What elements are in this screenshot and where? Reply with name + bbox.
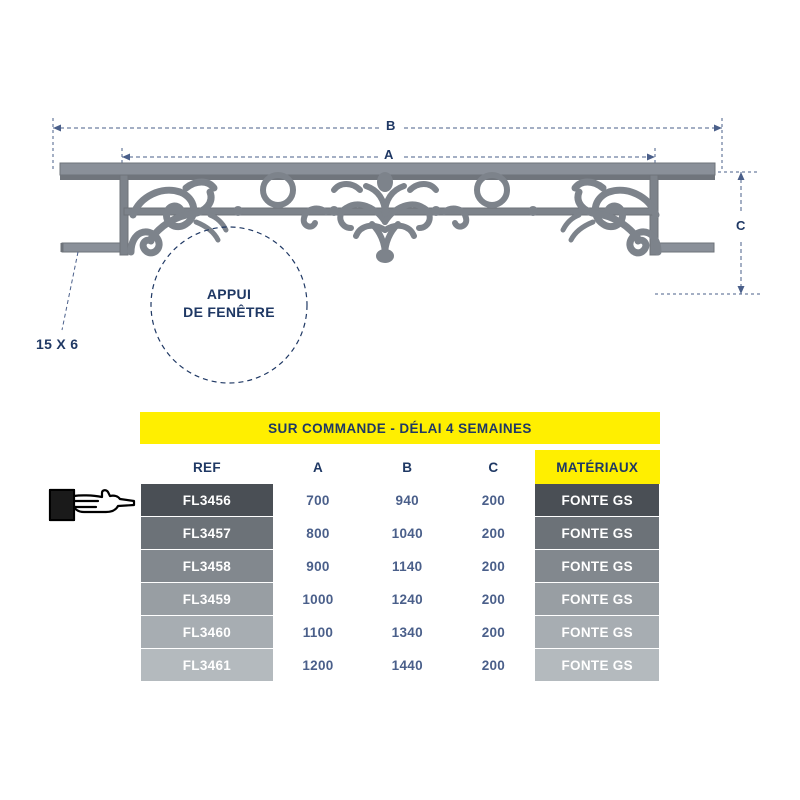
cell-ref: FL3458 [141,550,274,583]
dimension-b-label: B [386,118,396,133]
callout-line-2: DE FENÊTRE [183,303,275,320]
cell-a: 900 [273,550,362,583]
cell-c: 200 [452,484,535,517]
cell-b: 1040 [363,517,452,550]
header-a: A [273,451,362,484]
table-row[interactable] [141,649,660,682]
dimension-c-label: C [736,218,746,233]
table-header-row [141,451,660,484]
profile-size-label: 15 X 6 [36,336,79,352]
cell-a: 1100 [273,616,362,649]
scrollwork-right [575,182,658,253]
header-b: B [363,451,452,484]
table-row[interactable] [141,517,660,550]
cell-ref: FL3460 [141,616,274,649]
cell-material: FONTE GS [535,517,660,550]
header-c: C [452,451,535,484]
cell-a: 800 [273,517,362,550]
cell-material: FONTE GS [535,550,660,583]
callout-line-1: APPUI [206,286,252,302]
dimension-c [655,172,760,294]
spec-table-block [140,412,660,682]
scrollwork-left [131,182,214,253]
cell-a: 1200 [273,649,362,682]
scrollwork-right-small [563,215,593,240]
cell-ref: FL3461 [141,649,274,682]
table-row[interactable] [141,484,660,517]
cell-c: 200 [452,649,535,682]
header-ref: REF [141,451,274,484]
cell-material: FONTE GS [535,616,660,649]
order-banner: SUR COMMANDE - DÉLAI 4 SEMAINES [140,412,660,444]
table-row[interactable] [141,616,660,649]
cell-ref: FL3459 [141,583,274,616]
cell-c: 200 [452,517,535,550]
table-row[interactable] [141,583,660,616]
cell-c: 200 [452,616,535,649]
callout-label [159,286,299,321]
scrollwork-left-small [196,215,226,240]
cell-a: 700 [273,484,362,517]
cell-b: 1240 [363,583,452,616]
hand-pointing-icon [44,476,140,528]
cell-a: 1000 [273,583,362,616]
header-materiaux: MATÉRIAUX [535,451,660,484]
cell-material: FONTE GS [535,583,660,616]
central-ornament [334,172,436,263]
profile-leader-line [62,252,78,330]
cell-material: FONTE GS [535,484,660,517]
cell-material: FONTE GS [535,649,660,682]
cell-b: 1440 [363,649,452,682]
cell-c: 200 [452,583,535,616]
cell-b: 940 [363,484,452,517]
cell-c: 200 [452,550,535,583]
cell-b: 1140 [363,550,452,583]
spec-table [140,450,660,682]
dimension-a-label: A [384,147,394,162]
cell-ref: FL3456 [141,484,274,517]
cell-ref: FL3457 [141,517,274,550]
cell-b: 1340 [363,616,452,649]
table-row[interactable] [141,550,660,583]
